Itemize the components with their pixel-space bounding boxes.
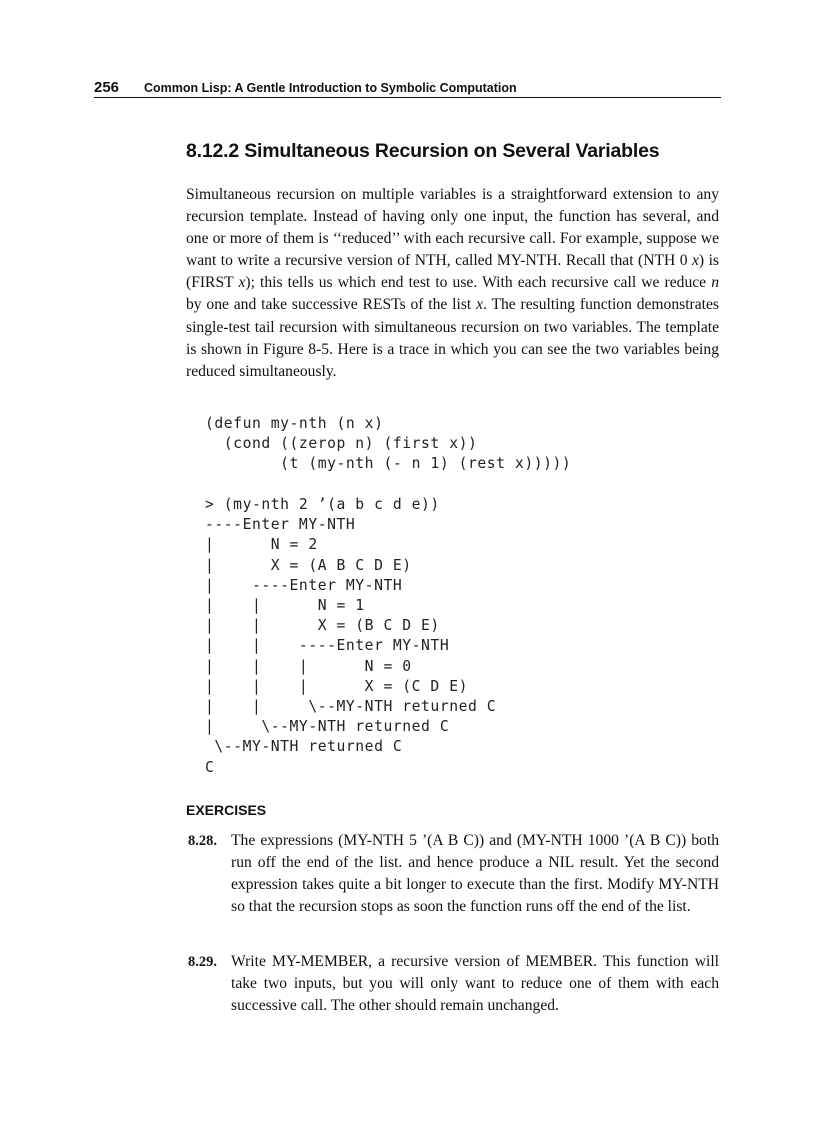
- page-number: 256: [94, 79, 120, 96]
- exercise-item: [186, 951, 719, 1017]
- paragraph-text: . The resulting function demonstrates single-test tail recursion with simultaneous recursion on two variables. The template is shown in Figure 8-5. Here is a trace in which you can see the two variables being reduced simultaneously.: [186, 296, 719, 380]
- exercise-text: The expressions (MY-NTH 5 ’(A B C)) and (MY-NTH 1000 ’(A B C)) both run off the end of the list. and hence produce a NIL result. Yet the second expression takes quite a bit longer to execute than the first. Modify MY-NTH so that the recursion stops as soon the function runs off the end of the list.: [231, 832, 719, 916]
- book-title: Common Lisp: A Gentle Introduction to Symbolic Computation: [144, 81, 517, 95]
- exercise-number: 8.28.: [188, 833, 217, 849]
- code-block-defun: (defun my-nth (n x) (cond ((zerop n) (first x)) (t (my-nth (- n 1) (rest x))))): [205, 415, 572, 473]
- body-paragraph: [186, 184, 719, 383]
- exercise-number: 8.29.: [188, 954, 217, 970]
- paragraph-text: by one and take successive RESTs of the list: [186, 296, 477, 314]
- variable-x: x: [692, 252, 699, 270]
- code-block-trace: > (my-nth 2 ’(a b c d e)) ----Enter MY-NTH | N = 2 | X = (A B C D E) | ----Enter MY-NTH | | N = 1 | | X = (B C D E) | | ----Enter MY-NTH | | | N = 0 | | | X = (C D E) | | \--MY-NTH returned C | \--MY-NTH returned C \--MY-NTH returned C C: [205, 496, 497, 776]
- exercises-heading: EXERCISES: [186, 802, 267, 818]
- variable-n: n: [711, 274, 719, 292]
- variable-x: x: [238, 274, 246, 292]
- paragraph-text: ); this tells us which end test to use. With each recursive call we reduce: [245, 274, 712, 292]
- paragraph-text: ) is (FIRST: [186, 252, 719, 292]
- exercise-item: [186, 830, 719, 918]
- variable-x: x: [476, 296, 483, 314]
- paragraph-text: Simultaneous recursion on multiple variables is a straightforward extension to any recursion template. Instead of having only one input, the function has several, and one or more of them is ‘‘reduced’’ with each recursive call. For example, suppose we want to write a recursive version of NTH, called MY-NTH. Recall that (NTH 0: [186, 186, 719, 270]
- running-head: [94, 79, 721, 98]
- exercise-text: Write MY-MEMBER, a recursive version of MEMBER. This function will take two inputs, but you will only want to reduce one of them with each successive call. The other should remain unchanged.: [231, 953, 719, 1015]
- section-title: 8.12.2 Simultaneous Recursion on Several Variables: [186, 140, 660, 162]
